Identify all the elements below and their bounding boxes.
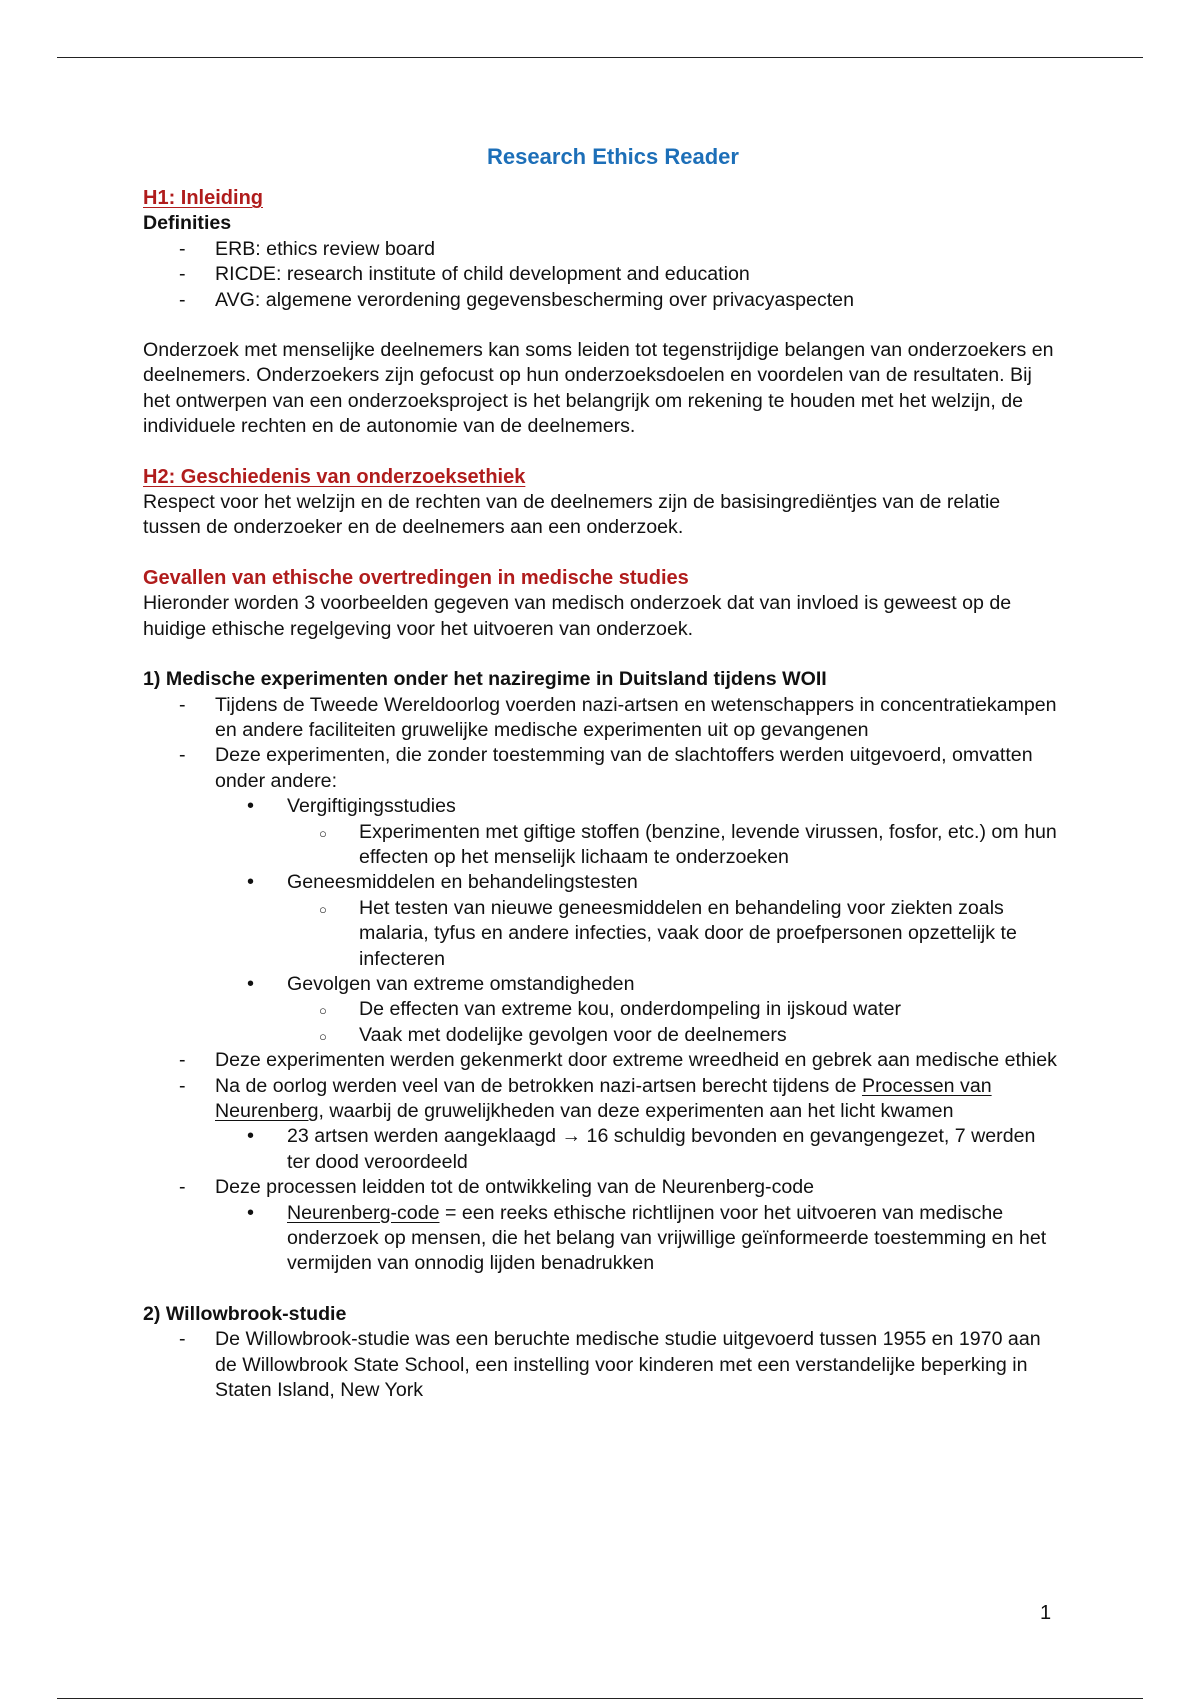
cases-heading: Gevallen van ethische overtredingen in medische studies (143, 566, 689, 589)
nuremberg-trials-term: Processen van Neurenberg (215, 1074, 992, 1122)
list-item (215, 794, 1063, 870)
document-title: Research Ethics Reader (487, 144, 739, 169)
page-number: 1 (1040, 1602, 1052, 1624)
section-heading-h1: H1: Inleiding (143, 187, 263, 209)
list-item-text: Vergiftigingsstudies (287, 795, 456, 818)
list-item (215, 870, 1063, 972)
list-item: ○ Experimenten met giftige stoffen (benzine, levende virussen, fosfor, etc.) om hun effecten op het menselijk lichaam te onderzoeken (287, 820, 1063, 871)
definitions-list (143, 237, 1063, 313)
experiments-list (215, 794, 1063, 1048)
list-item-text: , waarbij de gruwelijkheden van deze experimenten aan het licht kwamen (318, 1100, 954, 1122)
case2-heading: 2) Willowbrook-studie (143, 1302, 347, 1325)
list-item: - RICDE: research institute of child development and education (143, 262, 1063, 287)
list-item-text: Deze experimenten, die zonder toestemming van de slachtoffers werden uitgevoerd, omvatten onder andere: (215, 744, 1033, 792)
nuremberg-code-term: Neurenberg-code (287, 1201, 440, 1224)
list-item: - Tijdens de Tweede Wereldoorlog voerden nazi-artsen en wetenschappers in concentratiekampen en andere faciliteiten gruwelijke medische experimenten uit op gevangenen (143, 693, 1063, 744)
history-paragraph: Respect voor het welzijn en de rechten van de deelnemers zijn de basisingrediëntjes van de relatie tussen de onderzoeker en de deelnemers aan een onderzoek. (143, 491, 1001, 539)
definitions-label: Definities (143, 212, 232, 235)
intro-paragraph: Onderzoek met menselijke deelnemers kan soms leiden tot tegenstrijdige belangen van onderzoekers en deelnemers. Onderzoekers zijn gefocust op hun onderzoeksdoelen en voordelen van de resultaten. Bij het ontwerpen van een onderzoeksproject is het belangrijk om rekening te houden met het welzijn, de individuele rechten en de autonomie van de deelnemers. (143, 339, 1054, 438)
list-item-text: = een reeks ethische richtlijnen voor het uitvoeren van medische onderzoek op mensen, die het belang van vrijwillige geïnformeerde toestemming en het vermijden van onnodig lijden benadrukken (287, 1201, 1047, 1275)
list-item (143, 1175, 1063, 1277)
cases-intro: Hieronder worden 3 voorbeelden gegeven van medisch onderzoek dat van invloed is geweest op de huidige ethische regelgeving voor het uitvoeren van onderzoek. (143, 592, 1012, 640)
list-item: • 23 artsen werden aangeklaagd → 16 schuldig bevonden en gevangengezet, 7 werden ter dood veroordeeld (215, 1124, 1063, 1175)
list-item (143, 1074, 1063, 1176)
list-item-text: Deze processen leidden tot de ontwikkeling van de Neurenberg-code (215, 1176, 815, 1199)
list-item-text: Gevolgen van extreme omstandigheden (287, 972, 635, 995)
case1-heading: 1) Medische experimenten onder het naziregime in Duitsland tijdens WOII (143, 668, 827, 691)
list-item: ○ Vaak met dodelijke gevolgen voor de deelnemers (287, 1023, 1063, 1048)
list-item-text: Geneesmiddelen en behandelingstesten (287, 871, 638, 894)
sublist (215, 1201, 1063, 1277)
sublist (287, 997, 1063, 1048)
list-item (215, 1201, 1063, 1277)
list-item: ○ Het testen van nieuwe geneesmiddelen en behandeling voor ziekten zoals malaria, tyfus en andere infecties, vaak door de proefpersonen opzettelijk te infecteren (287, 896, 1063, 972)
case1-list (143, 693, 1063, 1277)
list-item: - Deze experimenten werden gekenmerkt door extreme wreedheid en gebrek aan medische ethiek (143, 1048, 1063, 1073)
document-page (143, 142, 1063, 1403)
sublist (287, 820, 1063, 871)
section-heading-h2: H2: Geschiedenis van onderzoeksethiek (143, 465, 526, 488)
sublist (215, 1124, 1063, 1175)
top-rule (57, 57, 1143, 58)
list-item: - ERB: ethics review board (143, 237, 1063, 262)
list-item-text: Na de oorlog werden veel van de betrokken nazi-artsen berecht tijdens de (215, 1074, 862, 1097)
list-item (143, 743, 1063, 1048)
list-item (215, 972, 1063, 1048)
list-item: - AVG: algemene verordening gegevensbescherming over privacyaspecten (143, 288, 1063, 313)
sublist (287, 896, 1063, 972)
case2-list (143, 1327, 1063, 1403)
bottom-rule (57, 1698, 1143, 1699)
list-item: ○ De effecten van extreme kou, onderdompeling in ijskoud water (287, 997, 1063, 1022)
list-item: - De Willowbrook-studie was een beruchte medische studie uitgevoerd tussen 1955 en 1970 aan de Willowbrook State School, een instelling voor kinderen met een verstandelijke beperking in Staten Island, New York (143, 1327, 1063, 1403)
